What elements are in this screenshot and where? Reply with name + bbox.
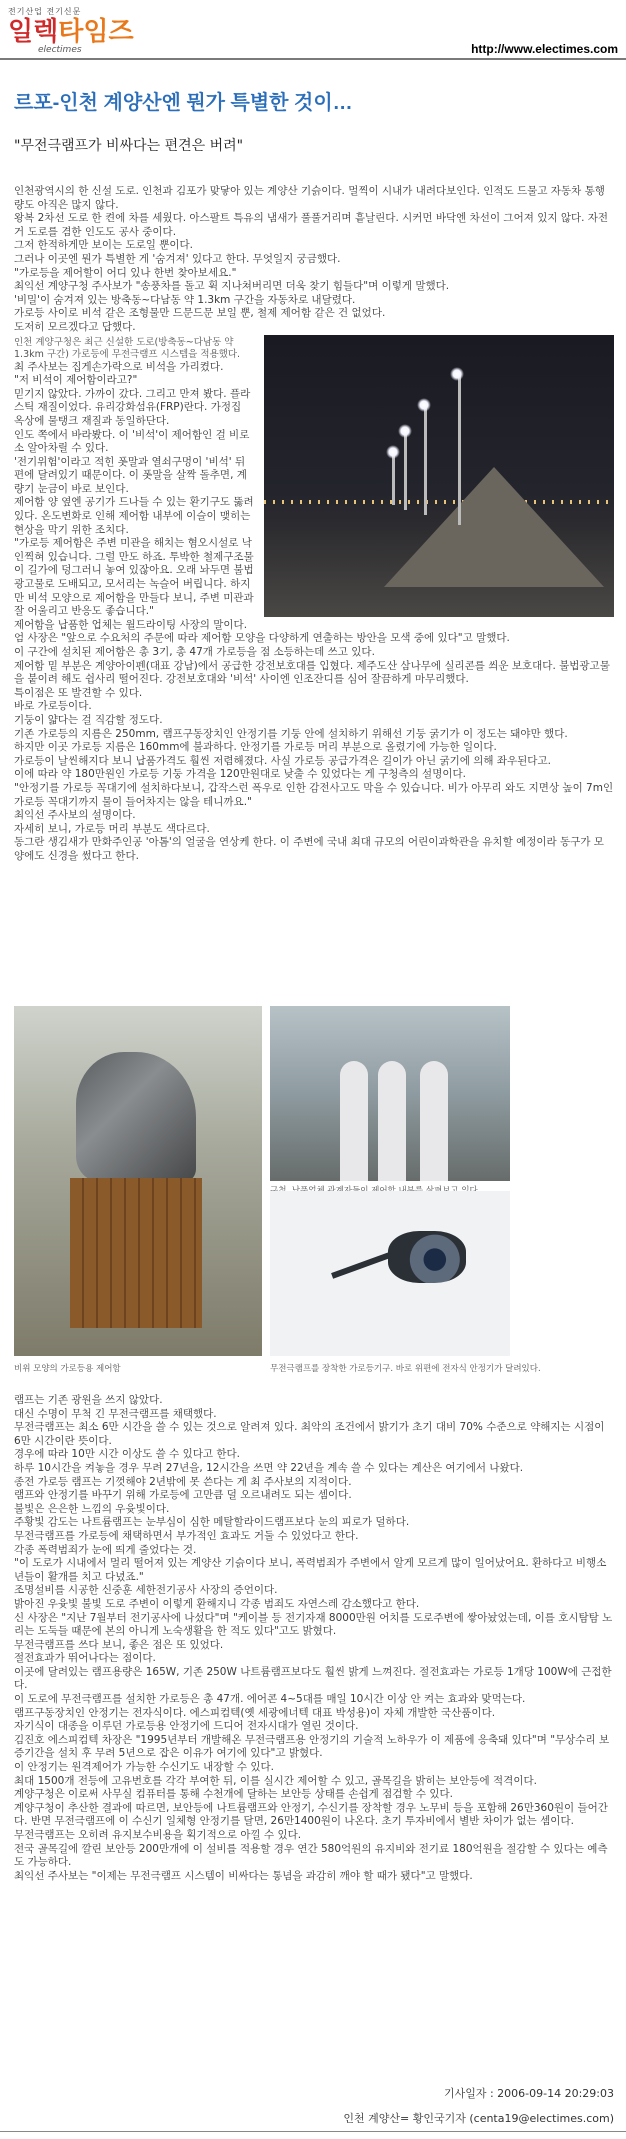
article-paragraph: 밝아진 우윳빛 불빛 도로 주변이 이렇게 환해지니 각종 범죄도 자연스레 감소했다고 한다.	[14, 1597, 420, 1610]
article-paragraph: 가로등 사이로 비석 같은 조형물만 드문드문 보일 뿐, 철제 제어함 같은 건 없었다.	[14, 307, 386, 320]
photo-collage	[14, 1006, 614, 1392]
article-paragraph: 믿기지 않았다. 가까이 갔다. 그리고 만져 봤다. 플라스틱 재질이었다. 유리강화섬유(FRP)란다. 가정집 옥상에 물탱크 재질과 동일하단다.	[14, 387, 251, 427]
site-url[interactable]: http://www.electimes.com	[471, 42, 618, 56]
article-paragraph: 특이점은 또 발견할 수 있다.	[14, 686, 143, 699]
stone-control-box-photo	[14, 1006, 262, 1356]
article-paragraph: 무전극램프를 가로등에 채택하면서 부가적인 효과도 거둘 수 있었다고 한다.	[14, 1529, 359, 1542]
article-paragraph: 무전극램프는 최소 6만 시간을 쓸 수 있는 것으로 알려져 있다. 최악의 조건에서 밝기가 초기 대비 70% 수준으로 약해지는 시점이 6만 시간이란 뜻이다.	[14, 1421, 605, 1447]
article-paragraph: 인천광역시의 한 신설 도로. 인천과 김포가 맞닿아 있는 계양산 기슭이다. 멀찍이 시내가 내려다보인다. 인적도 드물고 자동차 통행량도 아직은 많지 않다.	[14, 185, 605, 211]
article-paragraph: "안정기를 가로등 꼭대기에 설치하다보니, 갑작스런 폭우로 인한 감전사고도 막을 수 있습니다. 비가 아무리 와도 지면상 높이 7m인 가로등 꼭대기까지 물이 들어차지는 않을 테니까요."	[14, 781, 614, 808]
article-byline: 인천 계양산= 황인국기자 (centa19@electimes.com)	[343, 2112, 614, 2125]
article-paragraph: 전국 골목길에 깔린 보안등 200만개에 이 설비를 적용할 경우 연간 580억원의 유지비와 전기료 180억원을 절감할 수 있다는 예측도 가능하다.	[14, 1842, 608, 1869]
stone-photo-caption: 비위 모양의 가로등용 제어함	[14, 1364, 121, 1374]
article-paragraph: 무전극램프를 쓰다 보니, 좋은 점은 또 있었다.	[14, 1638, 224, 1651]
site-header	[0, 0, 626, 60]
article-paragraph: 하루 10시간을 켜놓을 경우 무려 27년을, 12시간을 쓰면 약 22년을 계속 쓸 수 있다는 계산은 여기에서 나왔다.	[14, 1461, 524, 1474]
article-paragraph: 인도 쪽에서 바라봤다. 이 '비석'이 제어함인 걸 비로소 알아차릴 수 있다.	[14, 428, 250, 455]
site-logo[interactable]	[8, 6, 134, 55]
article-paragraph: "저 비석이 제어함이라고?"	[14, 374, 138, 387]
logo-tagline: 전기산업 전기신문	[8, 7, 82, 16]
lamp-photo-caption: 무전극램프를 장착한 가로등기구. 바로 위편에 전자식 안정기가 달려있다.	[270, 1364, 541, 1374]
article-paragraph: 최 주사보는 집게손가락으로 비석을 가리켰다.	[14, 360, 224, 373]
article-paragraph: 최대 1500개 전등에 고유번호를 각각 부여한 뒤, 이를 실시간 제어할 수 있고, 골목길을 밝히는 보안등에 적격이다.	[14, 1774, 537, 1787]
article-paragraph: 동그란 생김새가 만화주인공 '아톰'의 얼굴을 연상케 한다. 이 주변에 국내 최대 규모의 어린이과학관을 유치할 예정이라 동구가 모양에도 신경을 썼다고 한다.	[14, 836, 604, 862]
article-paragraph: 하지만 이곳 가로등 지름은 160mm에 불과하다. 안정기를 가로등 머리 부분으로 올렸기에 가능한 일이다.	[14, 741, 497, 754]
article-paragraph: 이 안정기는 원격제어가 가능한 수신기도 내장할 수 있다.	[14, 1761, 274, 1774]
article-paragraph: 바로 가로등이다.	[14, 700, 92, 713]
article-paragraph: 자기식이 대종을 이루던 가로등용 안정기에 드디어 전자시대가 열린 것이다.	[14, 1720, 359, 1733]
article-paragraph: 램프구동장치인 안정기는 전자식이다. 에스피컴텍(옛 세광에너텍 대표 박성용)이 자체 개발한 국산품이다.	[14, 1706, 496, 1719]
article-paragraph: 대신 수명이 무척 긴 무전극램프를 채택했다.	[14, 1407, 217, 1420]
article-date: 기사일자 : 2006-09-14 20:29:03	[443, 2087, 614, 2100]
lamp-fixture-photo	[270, 1191, 510, 1356]
article-paragraph: 계양구청이 추산한 결과에 따르면, 보안등에 나트륨램프와 안정기, 수신기를 장착할 경우 노무비 등을 포함해 26만360원이 들어간다. 반면 무전극램프에 이 수신기 일체형 안정기를 달면, 26만1400원이 나온다. 초기 투자비에서 별반 차이가 없는 셈이다.	[14, 1801, 608, 1828]
article-paragraph: 그저 한적하게만 보이는 도로일 뿐이다.	[14, 239, 193, 252]
article-paragraph: 이 도로에 무전극램프를 설치한 가로등은 총 47개. 에어콘 4~5대를 매일 10시간 이상 안 켜는 효과와 맞먹는다.	[14, 1693, 526, 1706]
article-subtitle: "무전극램프가 비싸다는 편견은 버려"	[14, 138, 244, 154]
article-paragraph: 제어함 밑 부분은 계양아이펜(대표 강남)에서 공급한 강전보호대를 입혔다. 제주도산 삼나무에 실리콘를 씌운 보호대다. 불법광고물을 붙이려 해도 쉽사리 떨어진다. 강전보호대와 '비석' 사이엔 인조잔디를 심어 잘끔하게 마무리했다.	[14, 659, 610, 686]
article-paragraph: "가로등을 제어할이 어디 있나 한번 찾아보세요."	[14, 266, 237, 279]
header-divider	[0, 58, 626, 60]
article-paragraph: 자세히 보니, 가로등 머리 부분도 색다르다.	[14, 822, 210, 835]
article-paragraph: 계양구청은 이로써 사무실 컴퓨터를 통해 수천개에 달하는 보안등 상태를 손쉽게 점검할 수 있다.	[14, 1788, 453, 1801]
article-paragraph: 조명설비를 시공한 신중훈 세한전기공사 사장의 증언이다.	[14, 1584, 278, 1597]
footer-divider	[0, 2131, 626, 2132]
article-paragraph: 제어함을 납품한 업체는 월드라이팅 사장의 말이다. 엄 사장은 "앞으로 수요처의 주문에 따라 제어함 모양을 다양하게 연출하는 방안을 모색 중에 있다"고 말했다.	[14, 618, 510, 645]
article-paragraph: 경우에 따라 10만 시간 이상도 쓸 수 있다고 한다.	[14, 1448, 240, 1461]
article-paragraph: 제어함 양 옆엔 공기가 드나들 수 있는 환기구도 뚫려 있다. 온도변화로 인해 제어함 내부에 이슬이 맺히는 현상을 막기 위한 조치다.	[14, 496, 254, 536]
article-paragraph: 최익선 주사보는 "이제는 무전극램프 시스템이 비싸다는 통념을 과감히 깨야 할 때가 됐다"고 말했다.	[14, 1869, 473, 1882]
article-body-part-1	[14, 185, 614, 864]
article-paragraph: 이 구간에 설치된 제어함은 총 3기, 총 47개 가로등을 점 소등하는데 쓰고 있다.	[14, 646, 375, 658]
article-title: 르포-인천 계양산엔 뭔가 특별한 것이…	[14, 92, 353, 114]
article-paragraph: 각종 폭력범죄가 눈에 띄게 줄었다는 것.	[14, 1543, 197, 1556]
article-paragraph: "이 도로가 시내에서 멀리 떨어져 있는 계양산 기슭이다 보니, 폭력범죄가 주변에서 알게 모르게 많이 일어났어요. 환하다고 비행소년들이 활개를 치고 다녔죠."	[14, 1557, 607, 1583]
article-paragraph: 주황빛 감도는 나트륨램프는 눈부심이 심한 메탈할라이드램프보다 눈의 피로가 덜하다.	[14, 1516, 410, 1529]
article-paragraph: 김진호 에스피컴텍 차장은 "1995년부터 개발해온 무전극램프용 안정기의 기술적 노하우가 이 제품에 응축돼 있다"며 "무상수리 보증기간을 설치 후 무려 5년으로 잡은 이유가 여기에 있다"고 밝혔다.	[14, 1733, 610, 1760]
night-photo-caption: 인천 계양구청은 최근 신설한 도로(방축동~다남동 약 1.3km 구간) 가로등에 무전극램프 시스템을 적용했다.	[14, 336, 241, 360]
article-paragraph: 기존 가로등의 지름은 250mm, 램프구동장치인 안정기를 기둥 안에 설치하기 위해선 기둥 굵기가 이 정도는 돼야만 했다.	[14, 727, 568, 740]
logo-wordmark: 일렉타임즈	[8, 16, 134, 46]
article-paragraph: 도저히 모르겠다고 답했다.	[14, 320, 136, 333]
night-road-photo	[264, 335, 614, 617]
article-paragraph: 그러나 이곳엔 뭔가 특별한 게 '숨겨져' 있다고 한다. 무엇일지 궁금했다.	[14, 252, 341, 265]
article-paragraph: "가로등 제어함은 주변 미관을 해치는 혐오시설로 낙인찍혀 있습니다. 그럴 만도 하죠. 투박한 철제구조물이 길가에 덩그러니 놓여 있잖아요. 오래 놔두면 불법 광고물로 도배되고, 모서리는 녹슬어 버립니다. 하지만 비석 모양으로 제어함을 만들다 보니, 주변 미관과 잘 어울리고 반응도 좋습니다."	[14, 537, 254, 618]
article-paragraph: 신 사장은 "지난 7월부터 전기공사에 나섰다"며 "케이블 등 전기자재 8000만원 어치를 도로주변에 쌓아놨었는데, 이를 호시탐탐 노리는 도둑들 때문에 본의 아니게 노숙생활을 한 적도 있다"고도 밝혔다.	[14, 1611, 613, 1638]
article-paragraph: 불빛은 은은한 느낌의 우윳빛이다.	[14, 1502, 170, 1515]
article-paragraph: 램프와 안정기를 바꾸기 위해 가로등에 고만큼 덜 오르내려도 되는 셈이다.	[14, 1489, 352, 1502]
logo-subtitle: electimes	[38, 45, 82, 55]
article-paragraph: 기둥이 얇다는 걸 직감할 정도다.	[14, 713, 163, 726]
inspection-photo	[270, 1006, 510, 1181]
article-paragraph: '비밀'이 숨겨져 있는 방축동~다남동 약 1.3km 구간을 자동차로 내달렸다.	[14, 293, 356, 306]
article-paragraph: 이곳에 달려있는 램프용량은 165W, 기존 250W 나트륨램프보다도 훨씬 밝게 느껴진다. 절전효과는 가로등 1개당 100W에 근접한다.	[14, 1665, 612, 1692]
article-paragraph: 가로등이 날씬해지다 보니 납품가격도 훨씬 저렴해졌다. 사실 가로등 공급가격은 길이가 아닌 굵기에 의해 좌우된다고.	[14, 754, 551, 767]
article-paragraph: 최익선 계양구청 주사보가 "송풍차를 돌고 휙 지나쳐버리면 더욱 찾기 힘들다"며 이렇게 말했다.	[14, 280, 450, 293]
article-paragraph: 램프는 기존 광원을 쓰지 않았다.	[14, 1394, 163, 1406]
article-paragraph: 무전극램프는 오히려 유지보수비용을 획기적으로 아낄 수 있다.	[14, 1829, 302, 1841]
article-paragraph: 이에 따라 약 180만원인 가로등 기둥 가격을 120만원대로 낮출 수 있었다는 게 구청측의 설명이다.	[14, 768, 466, 781]
article-paragraph: 최익선 주사보의 설명이다.	[14, 809, 136, 822]
article-body-part-2	[14, 1394, 614, 1883]
article-paragraph: 절전효과가 뛰어나다는 점이다.	[14, 1652, 156, 1665]
article-paragraph: 종전 가로등 램프는 기껏해야 2년밖에 못 쓴다는 게 최 주사보의 지적이다.	[14, 1475, 352, 1488]
article-paragraph: '전기위험'이라고 적힌 폿말과 열쇠구멍이 '비석' 뒤편에 달려있기 때문이다. 이 폿말을 살짝 돌추면, 계량기 눈금이 바로 보인다.	[14, 455, 247, 495]
article-paragraph: 왕복 2차선 도로 한 켠에 차를 세웠다. 아스팔트 특유의 냄새가 풀풀거리며 흩날린다. 시커먼 바닥엔 차선이 그어져 있지 않다. 자전거 도로를 겸한 인도도 공사 중이다.	[14, 212, 609, 238]
